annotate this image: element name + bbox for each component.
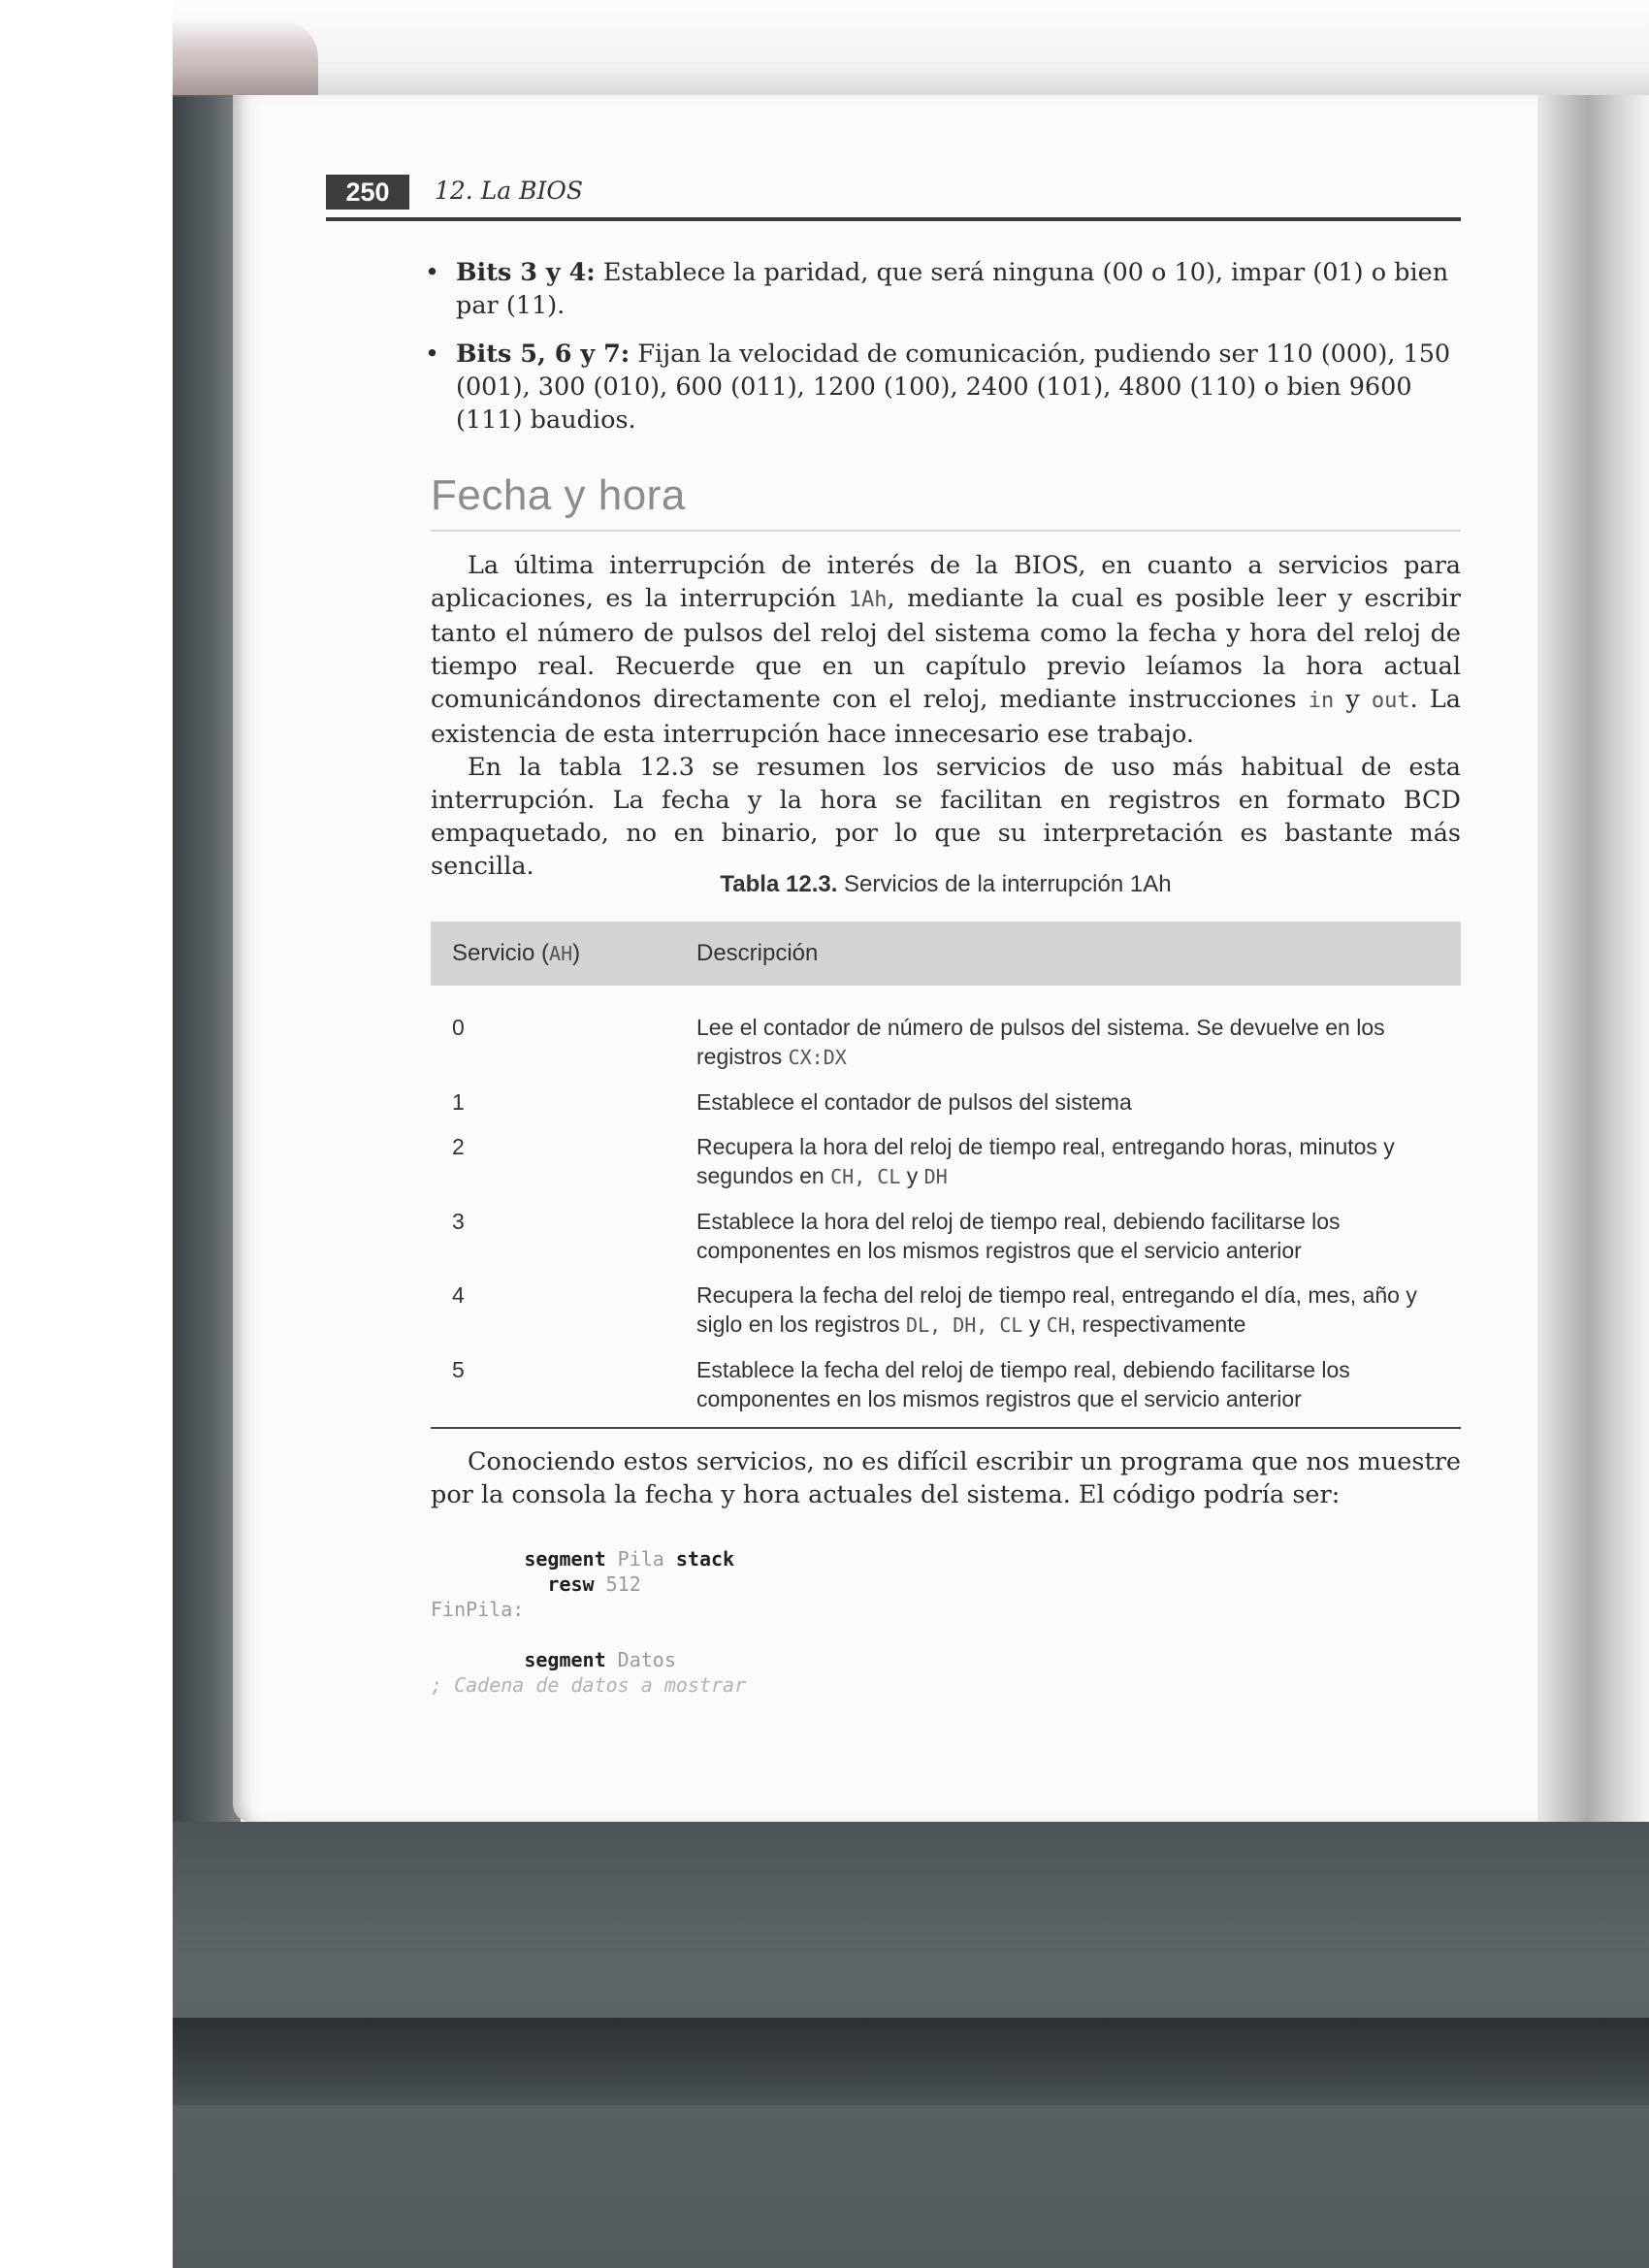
inline-code: DL, DH, CL <box>906 1313 1023 1337</box>
service-description: Establece la fecha del reloj de tiempo real, debiendo facilitarse los componentes en los mismos registros que el servicio anterior <box>696 1357 1350 1411</box>
section-heading <box>431 471 1461 532</box>
inline-code: CX:DX <box>788 1046 847 1069</box>
service-number: 2 <box>452 1134 465 1159</box>
paragraph-text: y <box>1334 685 1372 714</box>
description-text: y <box>900 1163 924 1188</box>
table-caption <box>431 871 1461 898</box>
inline-code: out <box>1371 689 1410 713</box>
service-number: 5 <box>452 1357 465 1382</box>
bullet-text: Fijan la velocidad de comunicación, pudiendo ser 110 (000), 150 (001), 300 (010), 600 (011), 1200 (100), 2400 (101), 4800 (110) o bien 9600 (111) baudios. <box>456 340 1451 435</box>
description-text: , respectivamente <box>1069 1312 1246 1337</box>
column-header-service <box>431 922 675 986</box>
table-caption-text: Servicios de la interrupción 1Ah <box>844 871 1172 897</box>
table-row <box>431 1124 1461 1199</box>
service-description <box>675 1273 1461 1347</box>
chapter-title: 12. La BIOS <box>435 177 584 205</box>
service-number: 0 <box>452 1015 465 1040</box>
header-text: ) <box>572 940 581 966</box>
closing-paragraph <box>431 1445 1461 1511</box>
code-keyword: stack <box>675 1547 735 1571</box>
code-identifier: Datos <box>617 1648 676 1671</box>
paragraph-text: . La existencia de esta interrupción hace innecesario ese trabajo. <box>431 685 1461 749</box>
code-identifier: Pila <box>617 1547 664 1571</box>
description-text: y <box>1022 1312 1047 1337</box>
service-number: 4 <box>452 1282 465 1308</box>
paragraph-text: La última interrupción de interés de la BIOS, en cuanto a servicios para aplicaciones, es la interrupción <box>431 551 1461 613</box>
description-text: Lee el contador de número de pulsos del sistema. Se devuelve en los registros <box>696 1015 1385 1069</box>
scanner-shadow-band <box>173 2018 1649 2105</box>
bits-bullet-list <box>425 256 1461 452</box>
paragraph: En la tabla 12.3 se resumen los servicios de uso más habitual de esta interrupción. La fecha y la hora se facilitan en registros en formato BCD empaquetado, no en binario, por lo que su interpretación es bastante más sencilla. <box>431 753 1461 881</box>
service-description: Establece la hora del reloj de tiempo real, debiendo facilitarse los componentes en los mismos registros que el servicio anterior <box>696 1209 1341 1263</box>
scan-background-top <box>173 0 1649 95</box>
book-gutter <box>1537 95 1649 1822</box>
inline-code: AH <box>549 942 573 965</box>
bullet-icon: • <box>425 258 440 287</box>
inline-code: CH, CL <box>830 1165 901 1188</box>
inline-code: in <box>1308 689 1335 713</box>
page-number: 250 <box>326 175 409 210</box>
inline-code: 1Ah <box>848 588 888 612</box>
bullet-icon: • <box>425 340 440 369</box>
description-text: Recupera la hora del reloj de tiempo real, entregando horas, minutos y segundos en <box>696 1134 1395 1188</box>
table-row <box>431 1347 1461 1428</box>
intro-paragraphs <box>431 549 1461 883</box>
inline-code: DH <box>923 1165 948 1188</box>
table-row <box>431 1080 1461 1124</box>
service-description <box>675 986 1461 1080</box>
table-row <box>431 1273 1461 1347</box>
book-cover-edge <box>173 19 318 97</box>
service-number: 1 <box>452 1089 465 1115</box>
code-keyword: segment <box>524 1547 606 1571</box>
running-header <box>326 173 1461 221</box>
paragraph-text: , mediante la cual es posible leer y escribir tanto el número de pulsos del reloj del sistema como la fecha y hora del reloj de tiempo real. Recuerde que en un capítulo previo leíamos la hora actual comunicándonos directamente con el reloj, mediante instrucciones <box>431 584 1461 714</box>
code-label: FinPila: <box>431 1598 525 1621</box>
table-row <box>431 1199 1461 1273</box>
bullet-label: Bits 3 y 4: <box>456 258 596 287</box>
bullet-label: Bits 5, 6 y 7: <box>456 340 630 369</box>
table-row <box>431 986 1461 1080</box>
list-item <box>425 256 1461 322</box>
table-caption-label: Tabla 12.3. <box>720 871 838 897</box>
bullet-text: Establece la paridad, que será ninguna (00 o 10), impar (01) o bien par (11). <box>456 258 1449 320</box>
service-description: Establece el contador de pulsos del sistema <box>696 1089 1132 1115</box>
service-number: 3 <box>452 1209 465 1234</box>
table-header-row <box>431 922 1461 986</box>
code-keyword: segment <box>524 1648 606 1671</box>
description-text: Recupera la fecha del reloj de tiempo real, entregando el día, mes, año y siglo en los registros <box>696 1282 1417 1337</box>
header-text: Servicio ( <box>452 940 550 966</box>
section-title: Fecha y hora <box>431 471 686 519</box>
column-header-description: Descripción <box>675 922 1461 986</box>
service-description <box>675 1124 1461 1199</box>
code-value: 512 <box>605 1572 641 1596</box>
code-listing <box>431 1546 1304 1698</box>
code-keyword: resw <box>547 1572 595 1596</box>
code-comment: ; Cadena de datos a mostrar <box>431 1673 747 1697</box>
services-table <box>431 922 1461 1429</box>
inline-code: CH <box>1046 1313 1070 1337</box>
paragraph: Conociendo estos servicios, no es difícil escribir un programa que nos muestre por la consola la fecha y hora actuales del sistema. El código podría ser: <box>431 1447 1461 1509</box>
paragraph <box>431 549 1461 751</box>
list-item <box>425 338 1461 437</box>
